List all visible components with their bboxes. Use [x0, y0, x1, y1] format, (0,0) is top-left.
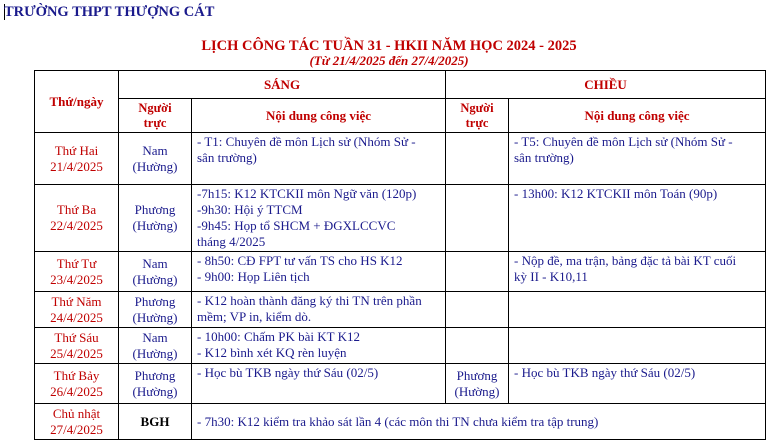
pm-person-cell: [446, 328, 509, 364]
am-content-cell: [192, 133, 446, 185]
am-person-line: Phương: [134, 367, 176, 383]
am-content-line: sân trường): [197, 150, 257, 165]
am-content-cell: [192, 292, 446, 328]
day-name: Thứ Ba: [56, 202, 97, 217]
pm-person-cell: [446, 133, 509, 185]
content-cell: - 7h30: K12 kiểm tra khảo sát lần 4 (các môn thi TN chưa kiểm tra tập trung): [192, 404, 766, 440]
document-title: LỊCH CÔNG TÁC TUẦN 31 - HKII NĂM HỌC 2024 - 2025: [201, 38, 577, 54]
header-day: Thứ/ngày: [35, 71, 119, 133]
day-cell: [35, 292, 119, 328]
header-pm-person-line2: trực: [465, 115, 489, 130]
am-content-cell: [192, 328, 446, 364]
pm-person-cell: [446, 364, 509, 404]
am-content-line: - 9h00: Họp Liên tịch: [197, 269, 310, 284]
pm-content-line: - 13h00: K12 KTCKII môn Toán (90p): [514, 186, 718, 201]
day-name: Thứ Sáu: [54, 329, 99, 345]
pm-content-cell: [509, 292, 766, 328]
am-person-cell: [119, 133, 192, 185]
am-person-cell: [119, 252, 192, 292]
header-am-content: Nội dung công việc: [192, 99, 446, 133]
pm-content-line: sân trường): [514, 150, 574, 165]
am-person-line: (Hường): [132, 383, 178, 399]
table-row-sunday: [35, 404, 766, 440]
am-content-cell: [192, 185, 446, 252]
header-am-person: [119, 99, 192, 133]
am-person-line: (Hường): [132, 271, 178, 287]
day-date: 21/4/2025: [50, 158, 103, 174]
pm-content-line: - Nộp đề, ma trận, bảng đặc tả bài KT cuối: [514, 253, 737, 268]
pm-content-line: - T5: Chuyên đề môn Lịch sử (Nhóm Sử -: [514, 134, 733, 149]
pm-content-cell: [509, 252, 766, 292]
day-name: Chủ nhật: [52, 405, 101, 421]
person-cell: BGH: [119, 404, 192, 440]
day-cell: [35, 328, 119, 364]
am-content-line: -9h30: Hội ý TTCM: [197, 202, 303, 217]
day-name: Thứ Tư: [56, 255, 97, 271]
day-date: 23/4/2025: [50, 271, 103, 287]
table-row: [35, 328, 766, 364]
am-person-line: (Hường): [132, 218, 178, 233]
table-row: [35, 252, 766, 292]
day-name: Thứ Bảy: [53, 367, 100, 383]
school-name: TRƯỜNG THPT THƯỢNG CÁT: [4, 4, 215, 20]
day-cell: [35, 185, 119, 252]
document-subtitle: (Từ 21/4/2025 đến 27/4/2025): [309, 53, 469, 68]
am-person-cell: [119, 185, 192, 252]
header-am-person-line2: trực: [143, 115, 167, 130]
am-content-line: -7h15: K12 KTCKII môn Ngữ văn (120p): [197, 186, 417, 201]
am-person-line: (Hường): [132, 345, 178, 361]
pm-person-cell: [446, 252, 509, 292]
am-content-line: - K12 hoàn thành đăng ký thi TN trên phần: [197, 293, 422, 308]
pm-person-cell: [446, 185, 509, 252]
am-person-line: Nam: [142, 255, 168, 271]
day-cell: [35, 133, 119, 185]
day-date: 24/4/2025: [50, 309, 103, 325]
table-row: [35, 133, 766, 185]
am-content-cell: [192, 364, 446, 404]
table-row: [35, 292, 766, 328]
day-date: 27/4/2025: [50, 421, 103, 437]
am-content-line: - T1: Chuyên đề môn Lịch sử (Nhóm Sử -: [197, 134, 416, 149]
pm-content-line: kỳ II - K10,11: [514, 269, 588, 284]
am-content-line: - K12 bình xét KQ rèn luyện: [197, 345, 347, 360]
am-content-line: - Học bù TKB ngày thứ Sáu (02/5): [197, 365, 379, 380]
am-person-line: Nam: [142, 142, 168, 158]
table-row: [35, 185, 766, 252]
am-person-line: (Hường): [132, 158, 178, 174]
am-person-line: Phương: [134, 202, 176, 217]
pm-person-cell: [446, 292, 509, 328]
pm-content-cell: [509, 364, 766, 404]
header-morning: SÁNG: [119, 71, 446, 99]
am-content-line: -9h45: Họp tổ SHCM + ĐGXLCCVC: [197, 218, 396, 233]
am-person-cell: [119, 364, 192, 404]
day-cell: [35, 252, 119, 292]
am-content-line: mềm; VP in, kiểm dò.: [197, 309, 312, 324]
header-am-person-line1: Người: [138, 100, 172, 115]
day-cell: [35, 404, 119, 440]
day-date: 22/4/2025: [50, 218, 103, 233]
am-person-cell: [119, 292, 192, 328]
day-name: Thứ Năm: [51, 293, 102, 309]
header-afternoon: CHIỀU: [446, 71, 766, 99]
am-person-line: Nam: [142, 329, 168, 345]
schedule-table: [34, 70, 766, 440]
am-person-line: Phương: [134, 293, 176, 309]
pm-person-line: (Hường): [454, 383, 500, 399]
am-person-cell: [119, 328, 192, 364]
day-date: 26/4/2025: [50, 383, 103, 399]
pm-person-line: Phương: [456, 367, 498, 383]
day-cell: [35, 364, 119, 404]
table-row: [35, 364, 766, 404]
pm-content-cell: [509, 185, 766, 252]
schedule-rows: [35, 133, 766, 404]
pm-content-cell: [509, 328, 766, 364]
am-content-line: - 10h00: Chấm PK bài KT K12: [197, 329, 360, 344]
am-content-cell: [192, 252, 446, 292]
pm-content-cell: [509, 133, 766, 185]
pm-content-line: - Học bù TKB ngày thứ Sáu (02/5): [514, 365, 696, 380]
day-date: 25/4/2025: [50, 345, 103, 361]
am-content-line: - 8h50: CĐ FPT tư vấn TS cho HS K12: [197, 253, 403, 268]
am-content-line: tháng 4/2025: [197, 234, 266, 249]
header-pm-content: Nội dung công việc: [509, 99, 766, 133]
day-name: Thứ Hai: [54, 142, 99, 158]
am-person-line: (Hường): [132, 309, 178, 325]
header-pm-person: [446, 99, 509, 133]
header-pm-person-line1: Người: [460, 100, 494, 115]
